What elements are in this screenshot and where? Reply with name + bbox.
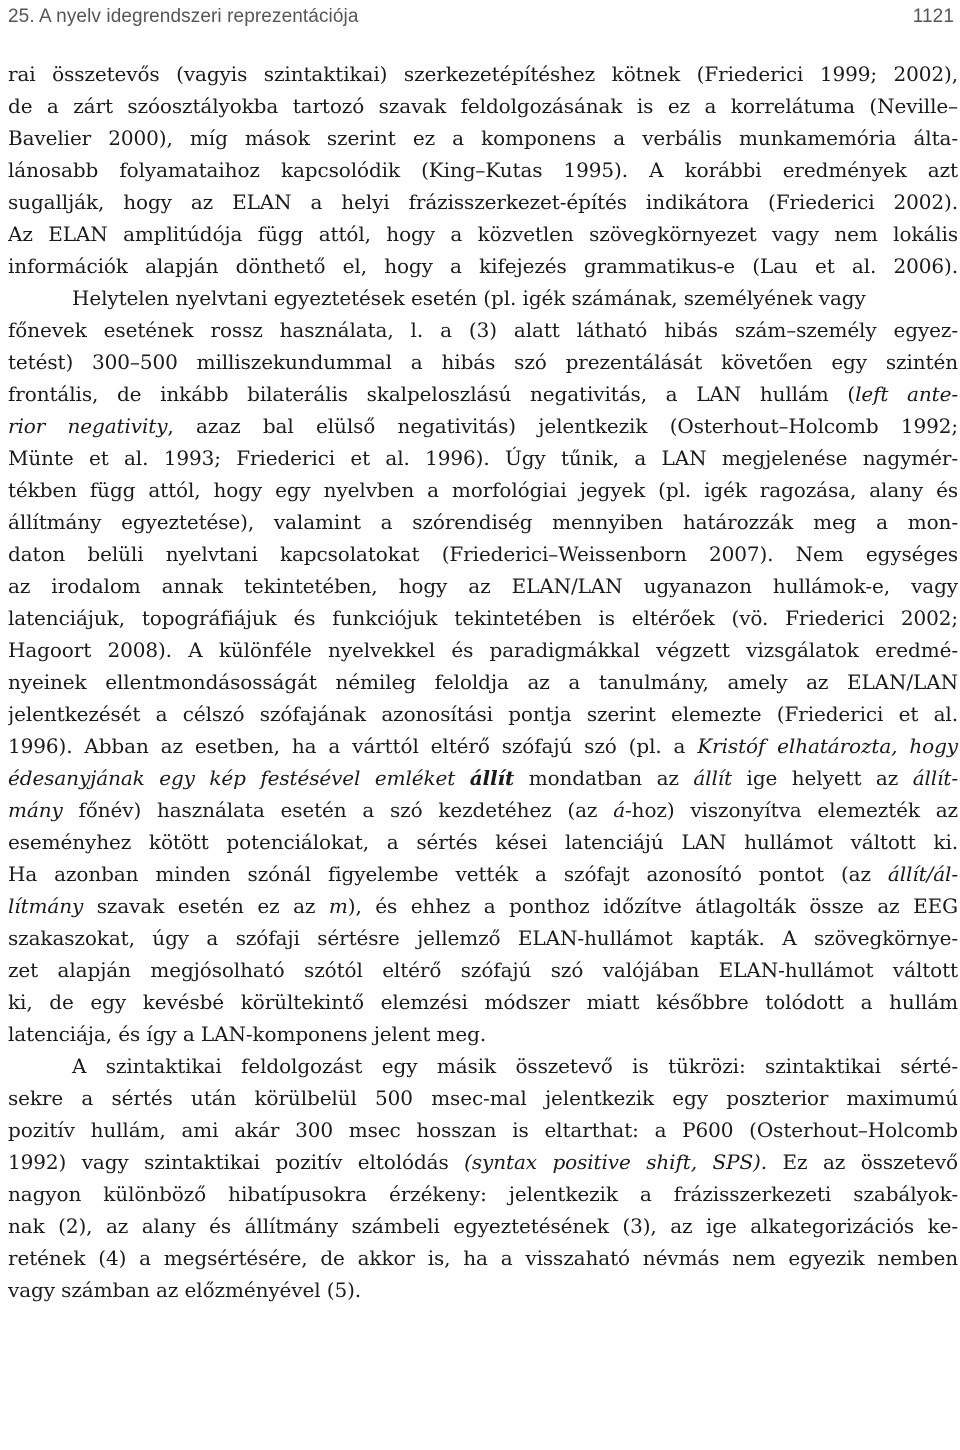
text-line xyxy=(8,122,958,154)
text-line xyxy=(8,794,958,826)
text-line xyxy=(8,1210,958,1242)
text-line xyxy=(8,890,958,922)
text-line xyxy=(8,474,958,506)
text-fragment: állítmány egyeztetése), valamint a szórendiség mennyiben határozzák meg a mon- xyxy=(8,510,958,534)
text-fragment: zet alapján megjósolható szótól eltérő szófajú szó valójában ELAN-hullámot váltott xyxy=(8,958,958,982)
text-line xyxy=(8,666,958,698)
text-fragment: m xyxy=(328,894,348,918)
text-fragment: állít xyxy=(693,766,733,790)
text-line xyxy=(8,186,958,218)
text-line xyxy=(8,58,958,90)
text-fragment: , azaz bal elülső negativitás) jelentkezik (Osterhout–Holcomb 1992; xyxy=(167,414,958,438)
text-fragment: eseményhez kötött potenciálokat, a sértés kései latenciájú LAN hullámot váltott ki. xyxy=(8,830,958,854)
text-line xyxy=(8,1050,958,1082)
text-line xyxy=(8,1114,958,1146)
text-fragment: Hagoort 2008). A különféle nyelvekkel és paradigmákkal végzett vizsgálatok eredmé- xyxy=(8,638,958,662)
text-fragment: de a zárt szóosztályokba tartozó szavak feldolgozásának is ez a korrelátuma (Neville– xyxy=(8,94,958,118)
text-fragment: sekre a sértés után körülbelül 500 msec-mal jelentkezik egy poszterior maximumú xyxy=(8,1086,958,1110)
text-fragment: szakaszokat, úgy a szófaji sértésre jellemző ELAN-hullámot kapták. A szövegkörnye- xyxy=(8,926,958,950)
text-line xyxy=(8,1242,958,1274)
text-line xyxy=(8,858,958,890)
text-fragment: Helytelen nyelvtani egyeztetések esetén (pl. igék számának, személyének vagy xyxy=(72,286,866,310)
text-line xyxy=(8,346,958,378)
text-line xyxy=(8,1178,958,1210)
text-fragment: állít- xyxy=(912,766,958,790)
text-fragment: (syntax positive shift, SPS). xyxy=(464,1150,767,1174)
chapter-title: 25. A nyelv idegrendszeri reprezentációja xyxy=(8,6,359,27)
text-line xyxy=(8,154,958,186)
text-line xyxy=(8,218,958,250)
text-fragment: pozitív hullám, ami akár 300 msec hosszan is eltarthat: a P600 (Osterhout–Holcomb xyxy=(8,1118,958,1142)
text-line xyxy=(8,538,958,570)
text-fragment: nagyon különböző hibatípusokra érzékeny: jelentkezik a frázisszerkezeti szabályok- xyxy=(8,1182,958,1206)
text-fragment: állít xyxy=(469,766,515,790)
text-fragment: lítmány xyxy=(8,894,84,918)
text-line xyxy=(8,1146,958,1178)
text-fragment: tetést) 300–500 milliszekundummal a hibás szó prezentálását követően egy szintén xyxy=(8,350,958,374)
text-fragment: mondatban az xyxy=(514,766,694,790)
text-line xyxy=(8,506,958,538)
text-fragment: sugallják, hogy az ELAN a helyi frázisszerkezet-építés indikátora (Friederici 2002). xyxy=(8,190,958,214)
text-line xyxy=(8,1018,958,1050)
text-fragment: á xyxy=(613,798,626,822)
text-line xyxy=(8,250,958,282)
text-fragment: jelentkezését a célszó szófajának azonosítási pontja szerint elemezte (Friederici et al. xyxy=(8,702,958,726)
text-fragment: édesanyjának egy kép festésével emléket xyxy=(8,766,470,790)
text-line xyxy=(8,1274,958,1306)
text-fragment: szavak esetén ez az xyxy=(83,894,329,918)
page-number: 1121 xyxy=(912,6,954,27)
text-fragment: ki, de egy kevésbé körültekintő elemzési módszer miatt későbbre tolódott a hullám xyxy=(8,990,958,1014)
text-fragment: rior negativity xyxy=(8,414,168,438)
text-fragment: főnév) használata esetén a szó kezdetéhez (az xyxy=(62,798,614,822)
text-fragment: retének (4) a megsértésére, de akkor is, ha a visszaható névmás nem egyezik nemben xyxy=(8,1246,958,1270)
text-line xyxy=(8,442,958,474)
text-fragment: Ha azonban minden szónál figyelembe vették a szófajt azonosító pontot (az xyxy=(8,862,888,886)
text-line xyxy=(8,602,958,634)
text-fragment: Ez az összetevő xyxy=(767,1150,958,1174)
text-line xyxy=(8,1082,958,1114)
text-fragment: nak (2), az alany és állítmány számbeli egyeztetésének (3), az ige alkategorizációs ke- xyxy=(8,1214,958,1238)
text-fragment: lánosabb folyamataihoz kapcsolódik (King–Kutas 1995). A korábbi eredmények azt xyxy=(8,158,958,182)
running-header xyxy=(8,0,954,34)
text-fragment: mány xyxy=(8,798,63,822)
text-line xyxy=(8,826,958,858)
text-fragment: az irodalom annak tekintetében, hogy az ELAN/LAN ugyanazon hullámok-e, vagy xyxy=(8,574,958,598)
text-fragment: A szintaktikai feldolgozást egy másik összetevő is tükrözi: szintaktikai sérté- xyxy=(72,1054,958,1078)
text-fragment: ige helyett az xyxy=(732,766,913,790)
text-line xyxy=(8,410,958,442)
text-fragment: latenciája, és így a LAN-komponens jelent meg. xyxy=(8,1022,487,1046)
text-line xyxy=(8,570,958,602)
text-fragment: ), és ehhez a ponthoz időzítve átlagolták össze az EEG xyxy=(347,894,958,918)
body-text xyxy=(8,58,958,1306)
text-fragment: 1996). Abban az esetben, ha a várttól eltérő szófajú szó (pl. a xyxy=(8,734,698,758)
text-fragment: főnevek esetének rossz használata, l. a (3) alatt látható hibás szám–személy egyez- xyxy=(8,318,958,342)
text-fragment: Münte et al. 1993; Friederici et al. 1996). Úgy tűnik, a LAN megjelenése nagymér- xyxy=(8,446,958,470)
text-fragment: daton belüli nyelvtani kapcsolatokat (Friederici–Weissenborn 2007). Nem egységes xyxy=(8,542,958,566)
text-fragment: Kristóf elhatározta, hogy xyxy=(697,734,958,758)
text-line xyxy=(8,378,958,410)
text-line xyxy=(8,634,958,666)
text-fragment: vagy számban az előzményével (5). xyxy=(8,1278,362,1302)
text-line xyxy=(8,698,958,730)
text-line xyxy=(8,986,958,1018)
text-line xyxy=(8,762,958,794)
text-line xyxy=(8,730,958,762)
text-fragment: 1992) vagy szintaktikai pozitív eltolódás xyxy=(8,1150,465,1174)
text-fragment: állít/ál- xyxy=(887,862,958,886)
text-line xyxy=(8,90,958,122)
text-fragment: nyeinek ellentmondásosságát némileg feloldja az a tanulmány, amely az ELAN/LAN xyxy=(8,670,958,694)
text-fragment: latenciájuk, topográfiájuk és funkciójuk tekintetében is eltérőek (vö. Friederici 2002; xyxy=(8,606,958,630)
text-fragment: -hoz) viszonyítva elemezték az xyxy=(625,798,958,822)
text-fragment: információk alapján dönthető el, hogy a kifejezés grammatikus-e (Lau et al. 2006). xyxy=(8,254,958,278)
text-line xyxy=(8,282,958,314)
text-fragment: rai összetevős (vagyis szintaktikai) szerkezetépítéshez kötnek (Friederici 1999; 2002), xyxy=(8,62,958,86)
text-line xyxy=(8,922,958,954)
text-line xyxy=(8,314,958,346)
text-fragment: frontális, de inkább bilaterális skalpeloszlású negativitás, a LAN hullám ( xyxy=(8,382,856,406)
text-line xyxy=(8,954,958,986)
text-fragment: Bavelier 2000), míg mások szerint ez a komponens a verbális munkamemória álta- xyxy=(8,126,958,150)
text-fragment: tékben függ attól, hogy egy nyelvben a morfológiai jegyek (pl. igék ragozása, alany és xyxy=(8,478,958,502)
text-fragment: left ante- xyxy=(855,382,958,406)
text-fragment: Az ELAN amplitúdója függ attól, hogy a közvetlen szövegkörnyezet vagy nem lokális xyxy=(8,222,958,246)
